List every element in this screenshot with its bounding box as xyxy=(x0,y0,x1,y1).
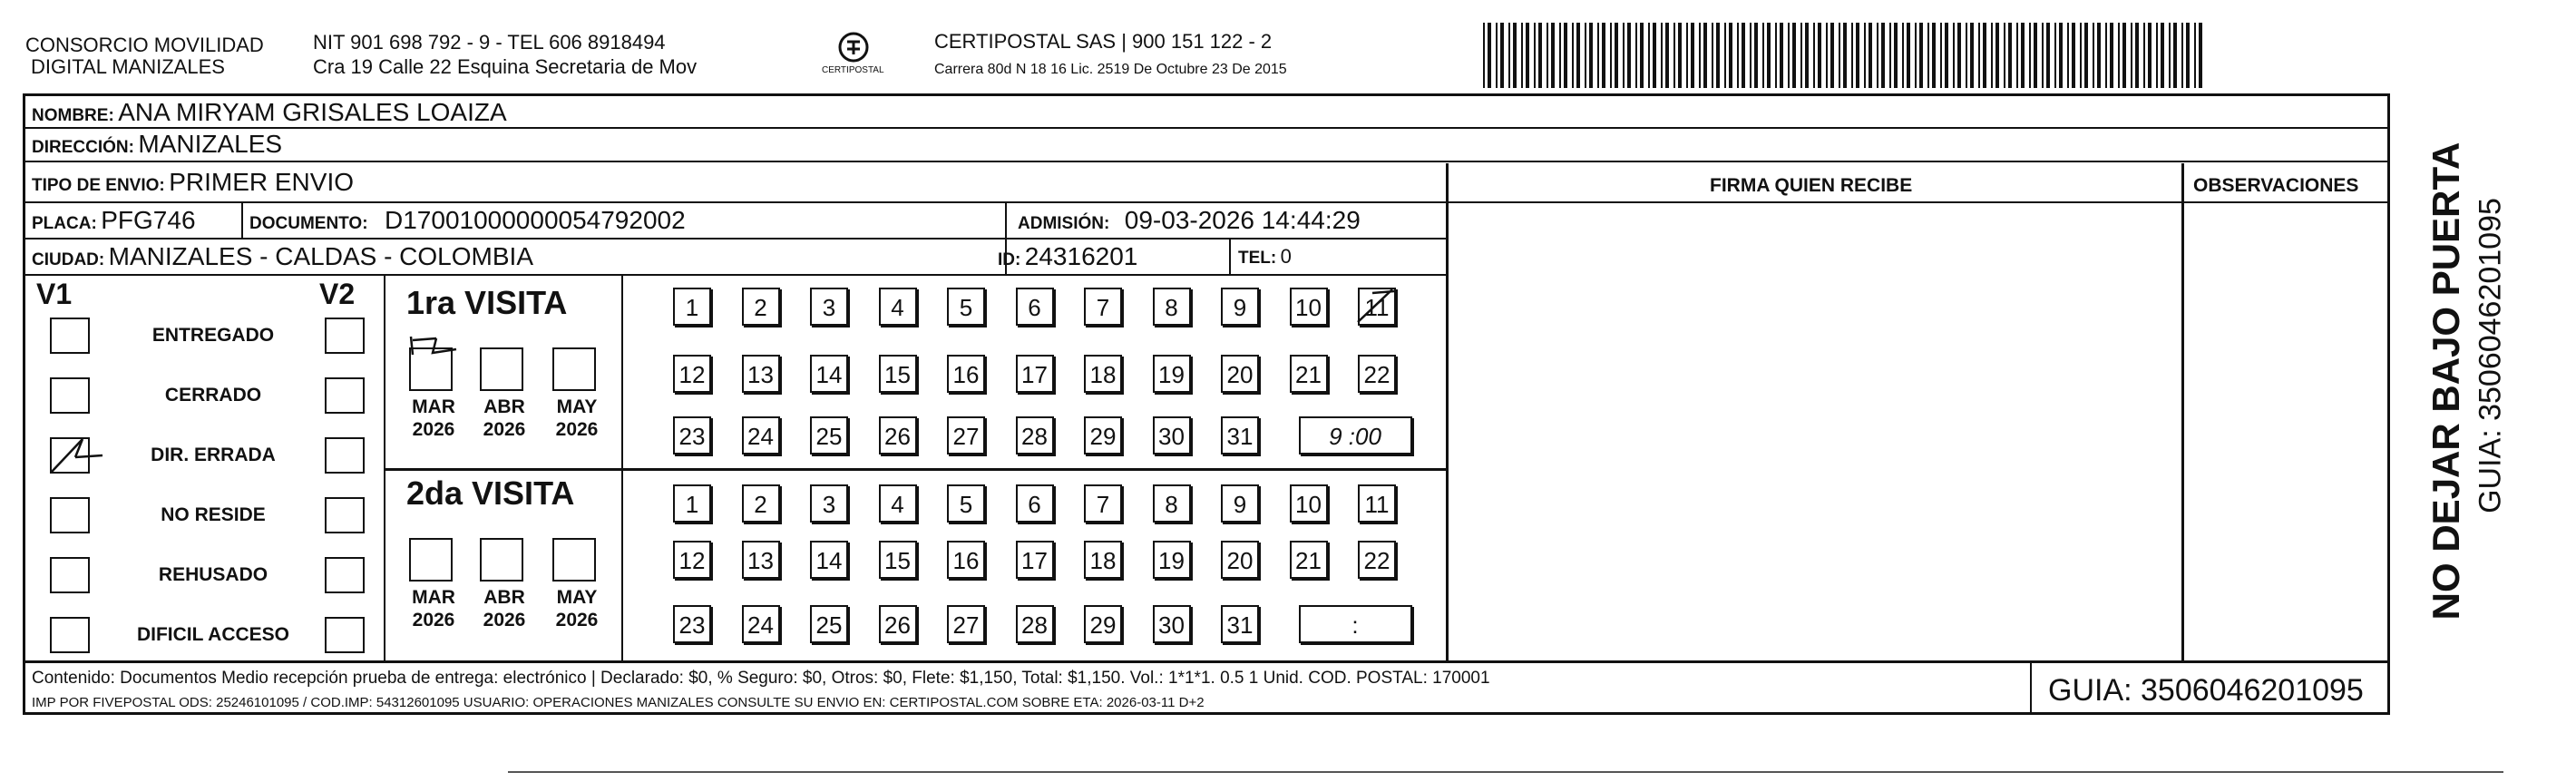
firma-label: FIRMA QUIEN RECIBE xyxy=(1710,175,1913,196)
day-box[interactable]: 10 xyxy=(1290,288,1328,326)
time-box[interactable]: : xyxy=(1299,605,1412,643)
day-box[interactable]: 25 xyxy=(810,605,848,643)
day-box[interactable]: 25 xyxy=(810,416,848,455)
barcode-bar xyxy=(1678,23,1682,88)
barcode-bar xyxy=(1995,23,1999,88)
day-box[interactable]: 15 xyxy=(879,355,917,393)
admission-value: 09-03-2026 14:44:29 xyxy=(1124,206,1361,234)
barcode-bar xyxy=(1724,23,1726,88)
month-label: MAR 2026 xyxy=(412,396,455,440)
barcode-bar xyxy=(1839,23,1840,88)
barcode-bar xyxy=(1869,23,1872,88)
v2-checkbox[interactable] xyxy=(325,497,365,533)
barcode-bar xyxy=(1627,23,1631,88)
barcode-bar xyxy=(1737,23,1739,88)
barcode-bar xyxy=(1907,23,1910,88)
barcode-bar xyxy=(1856,23,1859,88)
time-box[interactable]: 9 :00 xyxy=(1299,416,1412,455)
barcode-bar xyxy=(1754,23,1758,88)
day-box[interactable]: 15 xyxy=(879,541,917,579)
day-box[interactable]: 20 xyxy=(1221,541,1259,579)
barcode-bar xyxy=(1602,23,1605,88)
month-checkbox-abr[interactable] xyxy=(480,347,523,391)
barcode-bar xyxy=(1843,23,1847,88)
barcode-bar xyxy=(2161,23,2164,88)
day-box[interactable]: 16 xyxy=(947,541,985,579)
barcode-bar xyxy=(1635,23,1637,88)
v1-checkbox[interactable] xyxy=(50,497,90,533)
month-checkbox-mar[interactable] xyxy=(409,538,453,582)
barcode-bar xyxy=(1983,23,1986,88)
day-box[interactable]: 24 xyxy=(742,605,780,643)
day-box[interactable]: 12 xyxy=(673,355,711,393)
tipo-row: TIPO DE ENVIO: PRIMER ENVIO xyxy=(32,168,355,196)
barcode-bar xyxy=(2042,23,2044,88)
tel-cell: TEL: 0 xyxy=(1238,245,1292,268)
id-value: 24316201 xyxy=(1024,242,1138,270)
certipostal-logo: CERTIPOSTAL xyxy=(816,29,891,83)
company-name-1: CONSORCIO MOVILIDAD xyxy=(25,34,264,56)
certipostal-line: CERTIPOSTAL SAS | 900 151 122 - 2 xyxy=(934,30,1273,53)
barcode-bar xyxy=(1699,23,1701,88)
barcode-bar xyxy=(1742,23,1745,88)
v1-checkbox[interactable] xyxy=(50,617,90,653)
barcode-bar xyxy=(1889,23,1891,88)
barcode-bar xyxy=(2021,23,2025,88)
day-box[interactable]: 2 xyxy=(742,484,780,523)
month-checkbox-may[interactable] xyxy=(552,538,596,582)
day-box[interactable]: 22 xyxy=(1358,541,1396,579)
barcode-bar xyxy=(2131,23,2132,88)
barcode-bar xyxy=(1762,23,1764,88)
barcode-bar xyxy=(1488,23,1491,88)
barcode-bar xyxy=(2156,23,2158,88)
day-box[interactable]: 24 xyxy=(742,416,780,455)
barcode-bar xyxy=(1564,23,1567,88)
footer-content: Contenido: Documentos Medio recepción prueba de entrega: electrónico | Declarado: $0, % Seguro: $0, Otros: $0, Flete: $1,150, Total: $1,150. Vol.: 1*1*1. 0.5 1 Unid. COD. POSTAL: 170001 xyxy=(32,669,1490,688)
day-box[interactable]: 19 xyxy=(1153,541,1191,579)
day-box[interactable]: 1 xyxy=(673,484,711,523)
day-box[interactable]: 8 xyxy=(1153,288,1191,326)
v1-checkbox[interactable] xyxy=(50,377,90,414)
barcode-bar xyxy=(1526,23,1529,88)
v1-label: V1 xyxy=(36,278,73,310)
day-box[interactable]: 26 xyxy=(879,416,917,455)
v1-checkbox[interactable] xyxy=(50,318,90,354)
barcode-bar xyxy=(2016,23,2018,88)
barcode-bar xyxy=(2169,23,2171,88)
day-box[interactable]: 31 xyxy=(1221,605,1259,643)
day-box[interactable]: 11 xyxy=(1358,288,1396,326)
day-box[interactable]: 23 xyxy=(673,605,711,643)
barcode-bar xyxy=(1691,23,1694,88)
barcode-bar xyxy=(1559,23,1561,88)
second-visit-label: 2da VISITA xyxy=(406,474,575,512)
barcode-bar xyxy=(1551,23,1555,88)
barcode-bar xyxy=(1780,23,1783,88)
barcode-bar xyxy=(1800,23,1802,88)
month-checkbox-mar[interactable] xyxy=(409,347,453,391)
barcode-bar xyxy=(1716,23,1720,88)
id-cell: ID: 24316201 xyxy=(998,242,1138,270)
footer-imp: IMP POR FIVEPOSTAL ODS: 25246101095 / COD.IMP: 54312601095 USUARIO: OPERACIONES MANIZALES CONSULTE SU ENVIO EN: CERTIPOSTAL.COM SOBRE ETA: 2026-03-11 D+2 xyxy=(32,695,1205,710)
barcode-bar xyxy=(2148,23,2152,88)
day-box[interactable]: 3 xyxy=(810,484,848,523)
barcode-bar xyxy=(1648,23,1650,88)
barcode-bar xyxy=(1576,23,1580,88)
barcode-bar xyxy=(1597,23,1599,88)
day-box[interactable]: 14 xyxy=(810,541,848,579)
barcode-bar xyxy=(1712,23,1713,88)
barcode-bar xyxy=(2084,23,2088,88)
barcode-bar xyxy=(1534,23,1536,88)
month-checkbox-may[interactable] xyxy=(552,347,596,391)
day-box[interactable]: 28 xyxy=(1016,416,1054,455)
observaciones-label: OBSERVACIONES xyxy=(2193,175,2359,196)
barcode-bar xyxy=(2097,23,2101,88)
barcode-bar xyxy=(2046,23,2050,88)
day-box[interactable]: 30 xyxy=(1153,605,1191,643)
direccion-row: DIRECCIÓN: MANIZALES xyxy=(32,130,283,158)
tel-value: 0 xyxy=(1280,245,1292,268)
barcode-bar xyxy=(1805,23,1809,88)
barcode-bar xyxy=(1623,23,1625,88)
barcode-bar xyxy=(1877,23,1878,88)
barcode xyxy=(1483,23,2209,88)
barcode-bar xyxy=(2199,23,2202,88)
barcode-bar xyxy=(2059,23,2063,88)
day-box[interactable]: 2 xyxy=(742,288,780,326)
barcode-bar xyxy=(1864,23,1866,88)
certipostal-address: Carrera 80d N 18 16 Lic. 2519 De Octubre 23 De 2015 xyxy=(934,62,1287,77)
city-value: MANIZALES - CALDAS - COLOMBIA xyxy=(108,242,533,270)
barcode-bar xyxy=(1915,23,1917,88)
document-value: D17001000000054792002 xyxy=(385,206,686,234)
day-box[interactable]: 5 xyxy=(947,288,985,326)
shipment-type: PRIMER ENVIO xyxy=(169,168,355,196)
barcode-bar xyxy=(2186,23,2190,88)
barcode-bar xyxy=(1966,23,1967,88)
month-label: ABR 2026 xyxy=(483,587,526,630)
nit-line: NIT 901 698 792 - 9 - TEL 606 8918494 xyxy=(313,31,666,54)
day-box[interactable]: 7 xyxy=(1084,288,1122,326)
side-guia: GUIA: 3506046201095 xyxy=(2473,198,2508,513)
barcode-bar xyxy=(1640,23,1644,88)
day-box[interactable]: 14 xyxy=(810,355,848,393)
barcode-bar xyxy=(1991,23,1993,88)
barcode-bar xyxy=(1500,23,1504,88)
day-box[interactable]: 10 xyxy=(1290,484,1328,523)
first-visit-label: 1ra VISITA xyxy=(406,284,568,321)
v2-checkbox[interactable] xyxy=(325,318,365,354)
barcode-bar xyxy=(1894,23,1898,88)
barcode-bar xyxy=(2080,23,2082,88)
ciudad-cell: CIUDAD: MANIZALES - CALDAS - COLOMBIA xyxy=(32,242,533,270)
barcode-bar xyxy=(1610,23,1612,88)
barcode-bar xyxy=(1940,23,1942,88)
day-box[interactable]: 17 xyxy=(1016,541,1054,579)
barcode-bar xyxy=(1851,23,1853,88)
day-box[interactable]: 12 xyxy=(673,541,711,579)
day-box[interactable]: 4 xyxy=(879,288,917,326)
barcode-bar xyxy=(2194,23,2196,88)
barcode-bar xyxy=(1927,23,1929,88)
day-box[interactable]: 29 xyxy=(1084,605,1122,643)
v2-checkbox[interactable] xyxy=(325,377,365,414)
day-box[interactable]: 7 xyxy=(1084,484,1122,523)
barcode-bar xyxy=(1496,23,1498,88)
day-box[interactable]: 31 xyxy=(1221,416,1259,455)
day-box[interactable]: 6 xyxy=(1016,288,1054,326)
v2-checkbox[interactable] xyxy=(325,617,365,653)
day-box[interactable]: 4 xyxy=(879,484,917,523)
barcode-bar xyxy=(2173,23,2177,88)
barcode-bar xyxy=(1932,23,1936,88)
status-label: CERRADO xyxy=(164,385,262,406)
day-box[interactable]: 27 xyxy=(947,416,985,455)
barcode-bar xyxy=(1750,23,1751,88)
barcode-bar xyxy=(1775,23,1777,88)
v2-checkbox[interactable] xyxy=(325,557,365,593)
barcode-bar xyxy=(2067,23,2069,88)
v1-checkbox[interactable] xyxy=(50,437,90,474)
day-box[interactable]: 18 xyxy=(1084,355,1122,393)
barcode-bar xyxy=(1826,23,1828,88)
day-box[interactable]: 17 xyxy=(1016,355,1054,393)
day-box[interactable]: 8 xyxy=(1153,484,1191,523)
barcode-bar xyxy=(1788,23,1790,88)
month-label: ABR 2026 xyxy=(483,396,526,440)
day-box[interactable]: 9 xyxy=(1221,288,1259,326)
barcode-bar xyxy=(2135,23,2139,88)
plate-value: PFG746 xyxy=(101,206,196,234)
day-box[interactable]: 5 xyxy=(947,484,985,523)
address-value: MANIZALES xyxy=(138,130,283,158)
barcode-bar xyxy=(2004,23,2005,88)
day-box[interactable]: 21 xyxy=(1290,355,1328,393)
barcode-bar xyxy=(1767,23,1771,88)
barcode-bar xyxy=(1953,23,1955,88)
barcode-bar xyxy=(2072,23,2075,88)
day-box[interactable]: 1 xyxy=(673,288,711,326)
v2-label: V2 xyxy=(319,278,356,310)
company-name-2: DIGITAL MANIZALES xyxy=(31,55,225,78)
day-box[interactable]: 11 xyxy=(1358,484,1396,523)
barcode-bar xyxy=(1813,23,1815,88)
barcode-bar xyxy=(2105,23,2107,88)
documento-cell: DOCUMENTO: D17001000000054792002 xyxy=(249,206,686,234)
barcode-bar xyxy=(1881,23,1885,88)
month-label: MAY 2026 xyxy=(555,396,599,440)
barcode-bar xyxy=(1483,23,1485,88)
day-box[interactable]: 22 xyxy=(1358,355,1396,393)
address-line: Cra 19 Calle 22 Esquina Secretaria de Mov xyxy=(313,55,698,78)
barcode-bar xyxy=(1572,23,1574,88)
day-box[interactable]: 23 xyxy=(673,416,711,455)
barcode-bar xyxy=(2122,23,2126,88)
barcode-bar xyxy=(2029,23,2031,88)
barcode-bar xyxy=(1978,23,1980,88)
barcode-bar xyxy=(2034,23,2037,88)
status-label: DIR. ERRADA xyxy=(151,445,276,465)
day-box[interactable]: 27 xyxy=(947,605,985,643)
day-box[interactable]: 9 xyxy=(1221,484,1259,523)
day-box[interactable]: 28 xyxy=(1016,605,1054,643)
status-label: NO RESIDE xyxy=(161,504,266,525)
nombre-row: NOMBRE: ANA MIRYAM GRISALES LOAIZA xyxy=(32,98,507,126)
day-box[interactable]: 30 xyxy=(1153,416,1191,455)
v1-checkbox[interactable] xyxy=(50,557,90,593)
month-label: MAR 2026 xyxy=(412,587,455,630)
barcode-bar xyxy=(1957,23,1961,88)
month-label: MAY 2026 xyxy=(555,587,599,630)
day-box[interactable]: 18 xyxy=(1084,541,1122,579)
recipient-name: ANA MIRYAM GRISALES LOAIZA xyxy=(118,98,507,126)
barcode-bar xyxy=(1970,23,1974,88)
barcode-bar xyxy=(1653,23,1656,88)
footer-guia: GUIA: 3506046201095 xyxy=(2048,673,2364,708)
status-label: ENTREGADO xyxy=(151,325,275,346)
v2-checkbox[interactable] xyxy=(325,437,365,474)
barcode-bar xyxy=(1615,23,1618,88)
month-checkbox-abr[interactable] xyxy=(480,538,523,582)
status-label: DIFICIL ACCESO xyxy=(136,624,289,645)
barcode-bar xyxy=(2181,23,2183,88)
barcode-bar xyxy=(1703,23,1707,88)
barcode-bar xyxy=(1521,23,1523,88)
day-box[interactable]: 29 xyxy=(1084,416,1122,455)
day-box[interactable]: 6 xyxy=(1016,484,1054,523)
day-box[interactable]: 20 xyxy=(1221,355,1259,393)
barcode-bar xyxy=(1665,23,1669,88)
barcode-bar xyxy=(2143,23,2145,88)
barcode-bar xyxy=(1585,23,1586,88)
barcode-bar xyxy=(1508,23,1510,88)
barcode-bar xyxy=(2118,23,2120,88)
day-box[interactable]: 26 xyxy=(879,605,917,643)
barcode-bar xyxy=(1919,23,1923,88)
barcode-bar xyxy=(2093,23,2094,88)
barcode-bar xyxy=(1945,23,1948,88)
day-box[interactable]: 19 xyxy=(1153,355,1191,393)
day-box[interactable]: 21 xyxy=(1290,541,1328,579)
barcode-bar xyxy=(1686,23,1688,88)
barcode-bar xyxy=(2054,23,2056,88)
placa-cell: PLACA: PFG746 xyxy=(32,206,196,234)
barcode-bar xyxy=(1818,23,1821,88)
barcode-bar xyxy=(1902,23,1904,88)
barcode-bar xyxy=(2110,23,2113,88)
barcode-bar xyxy=(1589,23,1593,88)
day-box[interactable]: 13 xyxy=(742,541,780,579)
barcode-bar xyxy=(1830,23,1834,88)
barcode-bar xyxy=(1538,23,1542,88)
day-box[interactable]: 3 xyxy=(810,288,848,326)
day-box[interactable]: 16 xyxy=(947,355,985,393)
barcode-bar xyxy=(1792,23,1796,88)
barcode-bar xyxy=(1729,23,1732,88)
status-label: REHUSADO xyxy=(158,564,268,585)
barcode-bar xyxy=(1513,23,1517,88)
day-box[interactable]: 13 xyxy=(742,355,780,393)
barcode-bar xyxy=(1673,23,1675,88)
no-dejar-bajo-puerta: NO DEJAR BAJO PUERTA xyxy=(2425,142,2467,621)
admision-cell: ADMISIÓN: 09-03-2026 14:44:29 xyxy=(1018,206,1361,234)
barcode-bar xyxy=(1547,23,1548,88)
barcode-bar xyxy=(2008,23,2012,88)
barcode-bar xyxy=(1661,23,1663,88)
